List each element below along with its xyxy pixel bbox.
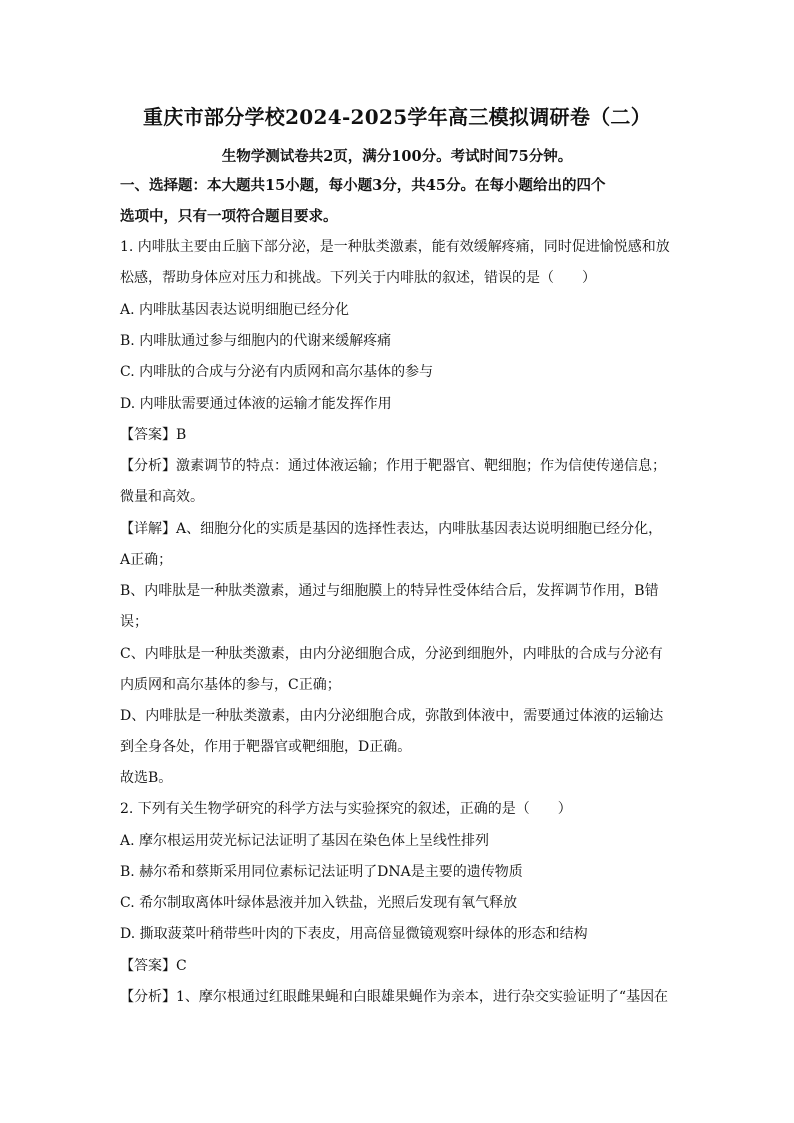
q2-option-b: B. 赫尔希和蔡斯采用同位素标记法证明了DNA是主要的遗传物质 — [120, 864, 523, 880]
section-heading — [120, 170, 680, 232]
q1-detail-line2: A正确； — [120, 552, 173, 568]
q2-option-a: A. 摩尔根运用荧光标记法证明了基因在染色体上呈线性排列 — [120, 833, 490, 849]
q1-option-d: D. 内啡肽需要通过体液的运输才能发挥作用 — [120, 396, 392, 412]
q2-stem: 2. 下列有关生物学研究的科学方法与实验探究的叙述，正确的是（ ） — [120, 801, 572, 817]
q1-detail-line4: 误； — [120, 614, 148, 630]
q1-option-c: C. 内啡肽的合成与分泌有内质网和高尔基体的参与 — [120, 364, 434, 380]
q1-conclusion: 故选B。 — [120, 770, 173, 786]
q1-detail-line7: D、内啡肽是一种肽类激素，由内分泌细胞合成，弥散到体液中，需要通过体液的运输达 — [120, 708, 664, 724]
q1-analysis-line1 — [120, 456, 680, 476]
section-heading-line2: 选项中，只有一项符合题目要求。 — [120, 208, 338, 225]
q1-answer — [120, 425, 680, 445]
q1-option-a: A. 内啡肽基因表达说明细胞已经分化 — [120, 302, 350, 318]
analysis-text: 1、摩尔根通过红眼雌果蝇和白眼雄果蝇作为亲本，进行杂交实验证明了“基因在 — [176, 989, 669, 1005]
q1-detail-line6: 内质网和高尔基体的参与，C正确； — [120, 677, 341, 693]
q1-stem-line2: 松感，帮助身体应对压力和挑战。下列关于内啡肽的叙述，错误的是（ ） — [120, 270, 596, 286]
q1-detail-line5: C、内啡肽是一种肽类激素，由内分泌细胞合成，分泌到细胞外，内啡肽的合成与分泌有 — [120, 646, 663, 662]
document-subtitle: 生物学测试卷共2页，满分100分。考试时间75分钟。 — [221, 148, 573, 165]
q1-detail-line8: 到全身各处，作用于靶器官或靶细胞，D正确。 — [120, 739, 412, 755]
q1-stem-line1: 1. 内啡肽主要由丘脑下部分泌，是一种肽类激素，能有效缓解疼痛，同时促进愉悦感和放 — [120, 239, 670, 255]
analysis-tag: 【分析】 — [120, 458, 176, 474]
analysis-text: 激素调节的特点：通过体液运输；作用于靶器官、靶细胞；作为信使传递信息； — [176, 458, 666, 474]
q2-answer — [120, 956, 680, 976]
answer-tag: 【答案】 — [120, 958, 176, 974]
answer-tag: 【答案】 — [120, 427, 176, 443]
q1-detail-line1 — [120, 519, 680, 539]
q2-analysis-line1 — [120, 987, 680, 1007]
analysis-tag: 【分析】 — [120, 989, 176, 1005]
document-title: 重庆市部分学校2024-2025学年高三模拟调研卷（二） — [142, 105, 652, 129]
q1-option-b: B. 内啡肽通过参与细胞内的代谢来缓解疼痛 — [120, 333, 392, 349]
q1-analysis-line2: 微量和高效。 — [120, 489, 204, 505]
q2-option-c: C. 希尔制取离体叶绿体悬液并加入铁盐，光照后发现有氧气释放 — [120, 895, 518, 911]
q1-detail-line3: B、内啡肽是一种肽类激素，通过与细胞膜上的特异性受体结合后，发挥调节作用，B错 — [120, 583, 659, 599]
detail-text: A、细胞分化的实质是基因的选择性表达，内啡肽基因表达说明细胞已经分化， — [176, 521, 663, 537]
section-heading-line1: 一、选择题：本大题共15小题，每小题3分，共45分。在每小题给出的四个 — [120, 177, 606, 194]
q2-option-d: D. 撕取菠菜叶稍带些叶肉的下表皮，用高倍显微镜观察叶绿体的形态和结构 — [120, 926, 588, 942]
answer-value: B — [176, 427, 187, 443]
answer-value: C — [176, 958, 187, 974]
detail-tag: 【详解】 — [120, 521, 176, 537]
